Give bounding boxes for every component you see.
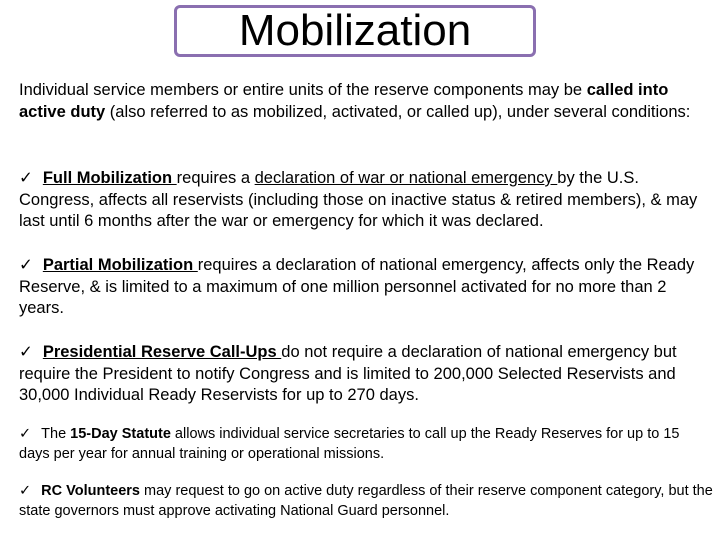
- checkmark-icon: ✓: [19, 426, 32, 442]
- checkmark-icon: ✓: [19, 169, 33, 187]
- statute-text-pre: The: [41, 426, 71, 442]
- rc-volunteers-text: may request to go on active duty regardless of their reserve component category, but the state governors must approve activating National Guard personnel.: [19, 483, 713, 519]
- intro-text-end: (also referred to as mobilized, activated, or called up), under several conditions:: [105, 102, 691, 121]
- full-mobilization-item: [19, 168, 713, 233]
- rc-volunteers-term: RC Volunteers: [41, 483, 140, 499]
- page-title: [174, 5, 536, 57]
- statute-text: allows individual service secretaries to call up the Ready Reserves for up to 15 days per year for annual training or operational missions.: [19, 426, 680, 462]
- full-mobilization-underlined: declaration of war or national emergency: [254, 169, 558, 187]
- checkmark-icon: ✓: [19, 256, 33, 274]
- presidential-callup-item: [19, 342, 713, 407]
- partial-mobilization-term: Partial Mobilization: [42, 256, 198, 274]
- intro-text: Individual service members or entire units of the reserve components may be: [19, 81, 587, 99]
- presidential-callup-term: Presidential Reserve Call-Ups: [42, 343, 282, 361]
- page-title-text: Mobilization: [238, 6, 472, 55]
- intro-bold-text: called into active duty: [19, 81, 669, 121]
- presidential-callup-text: do not require a declaration of national emergency but require the President to notify Congress and is limited to 200,000 Selected Reservists and 30,000 Individual Ready Reservists for up to 270 days.: [19, 343, 677, 404]
- full-mobilization-term: Full Mobilization: [42, 169, 177, 187]
- full-mobilization-text: requires a: [176, 169, 255, 187]
- fifteen-day-statute-item: [19, 425, 713, 464]
- full-mobilization-rest: by the U.S. Congress, affects all reservists (including those on inactive status & retired members), & may last until 6 months after the war or emergency for which it was declared.: [19, 169, 698, 230]
- rc-volunteers-item: [19, 482, 713, 521]
- checkmark-icon: ✓: [19, 343, 33, 361]
- partial-mobilization-text: requires a declaration of national emergency, affects only the Ready Reserve, & is limited to a maximum of one million personnel activated for no more than 2 years.: [19, 256, 695, 317]
- intro-paragraph: [19, 80, 713, 123]
- checkmark-icon: ✓: [19, 483, 32, 499]
- partial-mobilization-item: [19, 255, 713, 320]
- statute-term: 15-Day Statute: [70, 426, 171, 442]
